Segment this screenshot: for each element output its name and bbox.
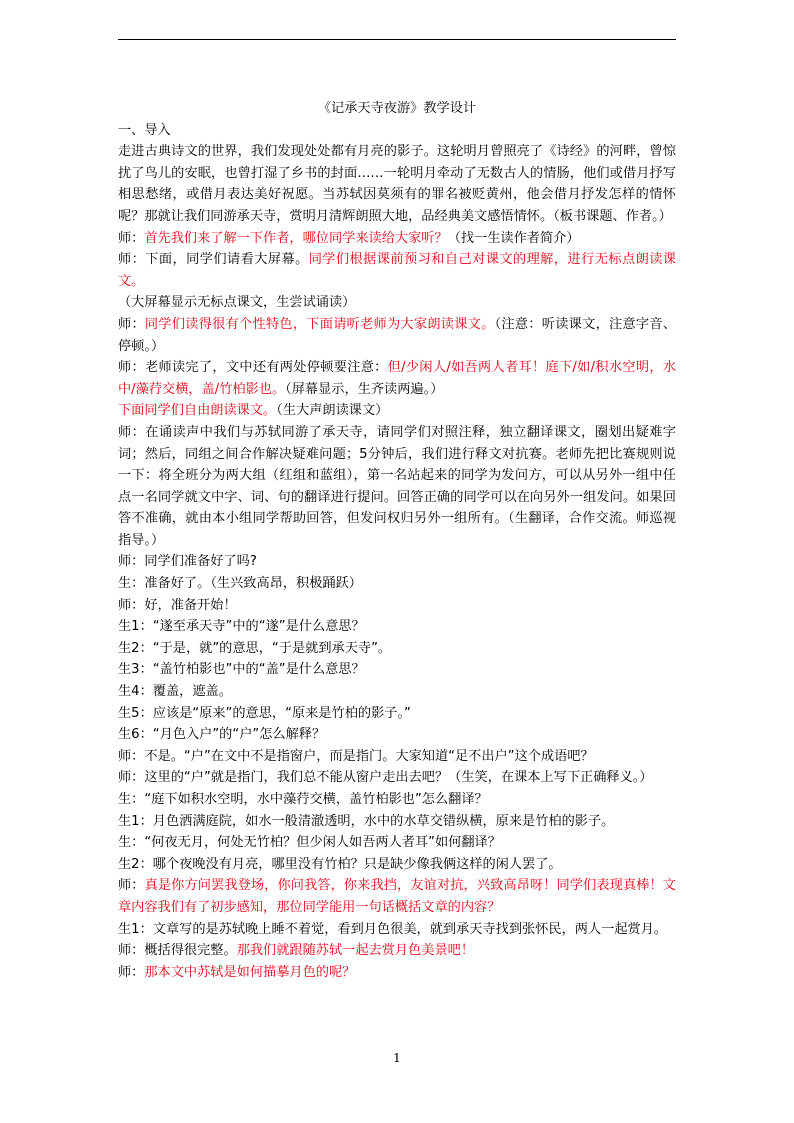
body-text: 师： xyxy=(118,878,145,894)
body-text: 生5：应该是“原来”的意思，“原来是竹柏的影子。” xyxy=(118,705,411,721)
paragraph xyxy=(118,962,676,984)
paragraph xyxy=(118,767,676,789)
paragraph xyxy=(118,314,676,357)
body-text: 师：这里的“户”就是指门，我们总不能从窗户走出去吧？（生笑，在课本上写下正确释义。） xyxy=(118,770,653,786)
emphasis-text: 同学们根据课前预习和自己对课文的理解，进行无标点朗读课文。 xyxy=(118,252,677,289)
emphasis-text: 真是你方问罢我登场，你问我答，你来我挡，友谊对抗，兴致高昂呀！同学们表现真棒！文章内容我们有了初步感知，那位同学能用一句话概括文章的内容？ xyxy=(118,878,676,915)
body-text: 生4：覆盖，遮盖。 xyxy=(118,684,232,700)
paragraph xyxy=(118,724,676,746)
body-text: （生大声朗读课文） xyxy=(276,403,389,419)
body-text: 生1：“遂至承天寺”中的“遂”是什么意思？ xyxy=(118,619,365,635)
body-text: 生3：“盖竹柏影也”中的“盖”是什么意思？ xyxy=(118,662,365,678)
body-text: 生：准备好了。（生兴致高昂，积极踊跃） xyxy=(118,576,362,592)
emphasis-text: 那本文中苏轼是如何描摹月色的呢？ xyxy=(144,964,356,980)
paragraph xyxy=(118,746,676,768)
body-text: 师：在诵读声中我们与苏轼同游了承天寺，请同学们对照注释，独立翻译课文，圈划出疑难字词；然后，同组之间合作解决疑难问题；5分钟后，我们进行释文对抗赛。老师先把比赛规则说一下：将全班分为两大组（红组和蓝组），第一名站起来的同学为发问方，可以从另外一组中任点一名同学就文中字、词、句的翻译进行提问。回答正确的同学可以在向另外一组发问。如果回答不准确，就由本小组同学帮助回答，但发问权归另外一组所有。（生翻译，合作交流。师巡视指导。） xyxy=(118,424,676,548)
emphasis-text: 首先我们来了解一下作者，哪位同学来读给大家听？ xyxy=(144,230,448,246)
paragraph xyxy=(118,875,676,918)
emphasis-text: 下面同学们自由朗读课文。 xyxy=(118,403,277,419)
paragraph xyxy=(118,228,676,250)
paragraph xyxy=(118,292,676,314)
body-text: （注意：听读课文，注意字音、停顿。） xyxy=(118,316,677,354)
lesson-paragraphs xyxy=(118,120,676,984)
paragraph xyxy=(118,940,676,962)
header-rule xyxy=(118,39,676,40)
body-text: （找一生读作者简介） xyxy=(447,230,580,246)
paragraph xyxy=(118,811,676,833)
emphasis-text: 但/少闲人/如吾两人者耳！庭下/如/积水空明，水中/藻荇交横，盖/竹柏影也。 xyxy=(118,360,676,397)
paragraph xyxy=(118,919,676,941)
paragraph xyxy=(118,616,676,638)
paragraph xyxy=(118,141,676,227)
body-text: 师： xyxy=(118,316,145,332)
body-text: 走进古典诗文的世界，我们发现处处都有月亮的影子。这轮明月曾照亮了《诗经》的河畔，曾惊扰了鸟儿的安眠，也曾打湿了乡书的封面……一轮明月牵动了无数古人的情肠，他们或借月抒写相思愁绪，或借月表达美好祝愿。当苏轼因莫须有的罪名被贬黄州，他会借月抒发怎样的情怀呢？那就让我们同游承天寺，赏明月清辉朗照大地，品经典美文感悟情怀。（板书课题、作者。） xyxy=(118,144,676,224)
body-text: 一、导入 xyxy=(118,122,171,138)
paragraph xyxy=(118,357,676,400)
body-text: 师：老师读完了，文中还有两处停顿要注意： xyxy=(118,360,388,376)
emphasis-text: 同学们读得很有个性特色，下面请听老师为大家朗读课文。 xyxy=(144,316,495,332)
paragraph xyxy=(118,573,676,595)
document-title: 《记承天寺夜游》教学设计 xyxy=(317,101,477,116)
body-text: 师： xyxy=(118,230,145,246)
body-text: （屏幕显示，生齐读两遍。） xyxy=(285,381,444,397)
body-text: 师：概括得很完整。 xyxy=(118,943,237,959)
body-text: 师： xyxy=(118,964,145,980)
body-text: 生1：月色洒满庭院，如水一般清澈透明，水中的水草交错纵横，原来是竹柏的影子。 xyxy=(118,813,615,829)
body-text: 生2：哪个夜晚没有月亮，哪里没有竹柏？只是缺少像我俩这样的闲人罢了。 xyxy=(118,856,562,872)
emphasis-text: 那我们就跟随苏轼一起去赏月色美景吧！ xyxy=(236,943,475,959)
paragraph xyxy=(118,595,676,617)
paragraph xyxy=(118,854,676,876)
paragraph xyxy=(118,832,676,854)
body-text: 生1：文章写的是苏轼晚上睡不着觉，看到月色很美，就到承天寺找到张怀民，两人一起赏月。 xyxy=(118,921,668,937)
body-text: 师：下面，同学们请看大屏幕。 xyxy=(118,252,309,268)
paragraph xyxy=(118,638,676,660)
body-text: 生6：“月色入户”的“户”怎么解释？ xyxy=(118,727,326,743)
document-body xyxy=(118,98,676,983)
paragraph xyxy=(118,659,676,681)
body-text: 生2：“于是，就”的意思，“于是就到承天寺”。 xyxy=(118,640,392,656)
body-text: 师：好，准备开始！ xyxy=(118,597,237,613)
paragraph xyxy=(118,789,676,811)
body-text: 师：不是。“户”在文中不是指窗户，而是指门。大家知道“足不出户”这个成语吧？ xyxy=(118,748,594,764)
body-text: 师：同学们准备好了吗? xyxy=(118,554,257,570)
paragraph xyxy=(118,249,676,292)
paragraph xyxy=(118,703,676,725)
paragraph xyxy=(118,120,676,142)
paragraph xyxy=(118,681,676,703)
paragraph xyxy=(118,422,676,552)
body-text: 生：“庭下如积水空明，水中藻荇交横，盖竹柏影也”怎么翻译？ xyxy=(118,792,488,807)
body-text: （大屏幕显示无标点课文，生尝试诵读） xyxy=(118,295,356,311)
body-text: 生：“何夜无月，何处无竹柏？但少闲人如吾两人者耳”如何翻译？ xyxy=(118,835,501,851)
paragraph xyxy=(118,551,676,573)
page-number: 1 xyxy=(393,1051,401,1065)
paragraph xyxy=(118,400,676,422)
